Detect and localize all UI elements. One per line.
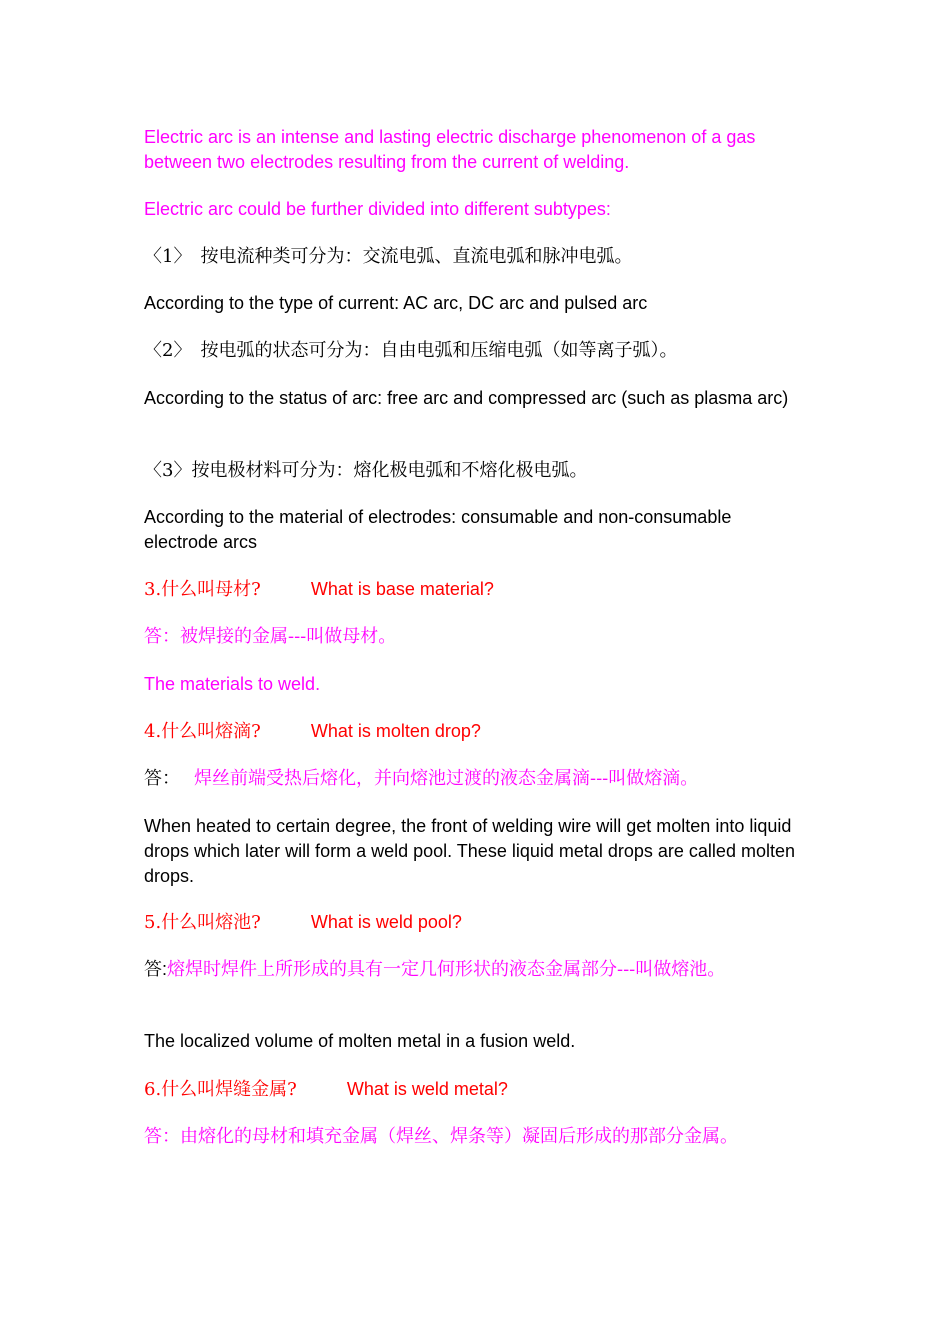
answer-4-english: When heated to certain degree, the front of welding wire will get molten into liquid drops which later will form a weld pool. These liquid metal drops are called molten drops. bbox=[144, 816, 795, 886]
answer-4-text: 焊丝前端受热后熔化，并向熔池过渡的液态金属滴---叫做熔滴。 bbox=[194, 768, 699, 789]
item-3-chinese: 〈3〉按电极材料可分为：熔化极电弧和不熔化极电弧。 bbox=[144, 460, 588, 481]
answer-5-english: The localized volume of molten metal in a fusion weld. bbox=[144, 1031, 576, 1051]
item-1-english: According to the type of current: AC arc, DC arc and pulsed arc bbox=[144, 293, 648, 313]
answer-4-label: 答： bbox=[144, 768, 180, 789]
question-4 bbox=[144, 719, 804, 744]
question-5-english: What is weld pool? bbox=[310, 912, 462, 932]
question-6-english: What is weld metal? bbox=[346, 1079, 508, 1099]
answer-5-text: 熔焊时焊件上所形成的具有一定几何形状的液态金属部分---叫做熔池。 bbox=[167, 959, 726, 980]
item-2-chinese: 〈2〉 按电弧的状态可分为：自由电弧和压缩电弧（如等离子弧）。 bbox=[144, 340, 678, 361]
item-3-english: According to the material of electrodes: consumable and non-consumable electrode arcs bbox=[144, 507, 732, 552]
item-1-chinese: 〈1〉 按电流种类可分为：交流电弧、直流电弧和脉冲电弧。 bbox=[144, 246, 633, 267]
question-4-english: What is molten drop? bbox=[310, 721, 481, 741]
question-6 bbox=[144, 1077, 804, 1102]
answer-6-chinese: 答：由熔化的母材和填充金属（焊丝、焊条等）凝固后形成的那部分金属。 bbox=[144, 1126, 738, 1147]
question-3 bbox=[144, 577, 804, 602]
answer-3-chinese: 答：被焊接的金属---叫做母材。 bbox=[144, 626, 397, 647]
item-2-english: According to the status of arc: free arc and compressed arc (such as plasma arc) bbox=[144, 388, 789, 408]
question-4-chinese: 4.什么叫熔滴? bbox=[144, 721, 261, 742]
answer-5-chinese bbox=[144, 957, 804, 982]
paragraph-arc-subtypes: Electric arc could be further divided into different subtypes: bbox=[144, 199, 611, 219]
answer-5-label: 答: bbox=[144, 959, 168, 979]
question-3-english: What is base material? bbox=[310, 579, 494, 599]
question-5 bbox=[144, 910, 804, 935]
answer-4-chinese bbox=[144, 766, 804, 791]
question-6-chinese: 6.什么叫焊缝金属? bbox=[144, 1079, 297, 1100]
paragraph-arc-definition: Electric arc is an intense and lasting electric discharge phenomenon of a gas between two electrodes resulting from the current of welding. bbox=[144, 127, 756, 172]
answer-3-english: The materials to weld. bbox=[144, 674, 321, 694]
question-5-chinese: 5.什么叫熔池? bbox=[144, 912, 261, 933]
question-3-chinese: 3.什么叫母材? bbox=[144, 579, 261, 600]
